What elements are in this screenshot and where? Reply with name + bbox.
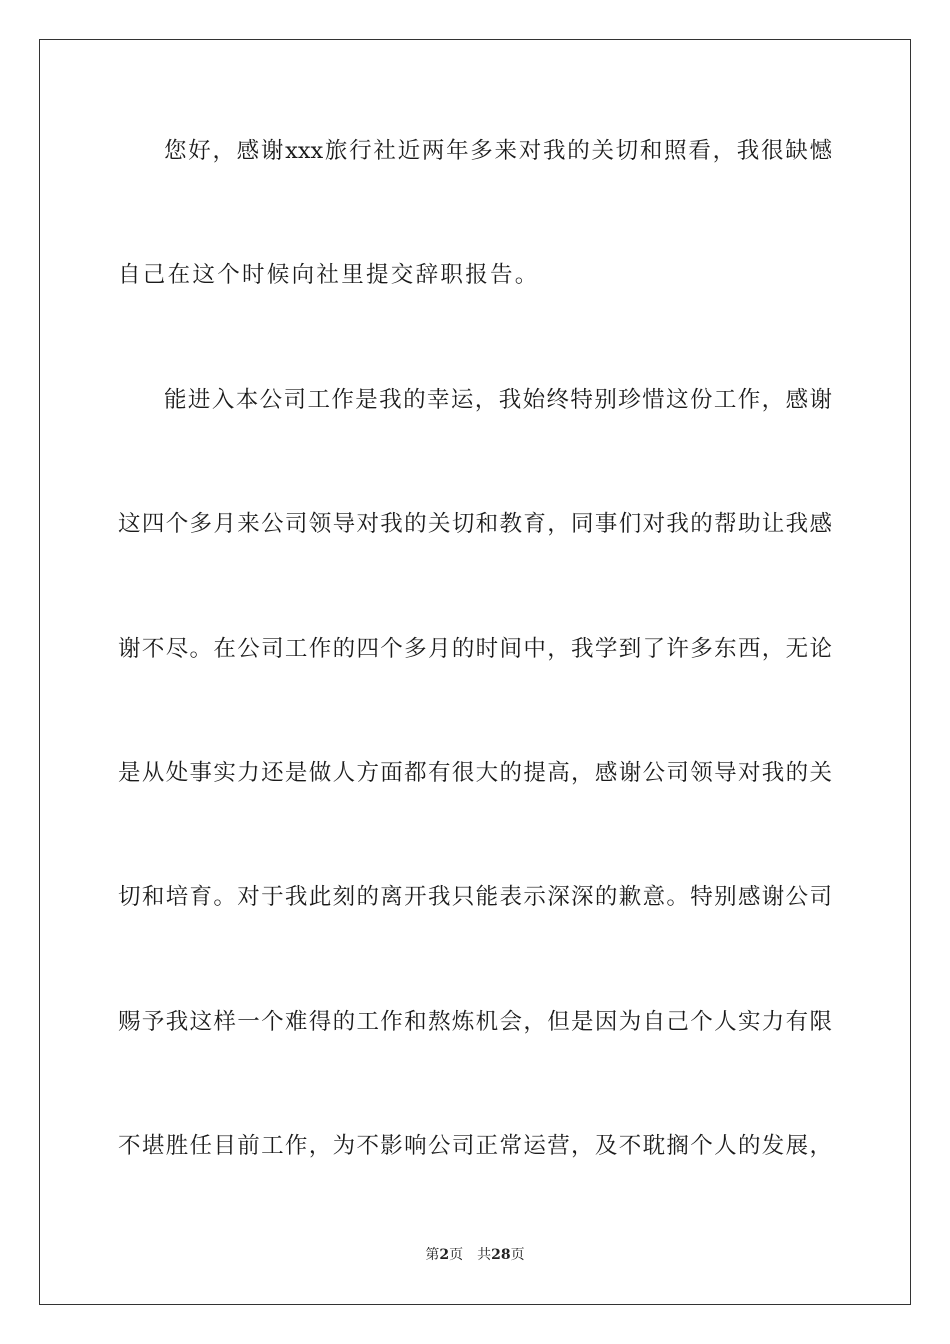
page-suffix: 页 [449, 1247, 464, 1263]
paragraph-2-line-4: 是从处事实力还是做人方面都有很大的提高，感谢公司领导对我的关 [118, 760, 832, 786]
current-page-number: 2 [439, 1247, 450, 1263]
paragraph-2-line-7: 不堪胜任目前工作，为不影响公司正常运营，及不耽搁个人的发展， [118, 1133, 832, 1159]
paragraph-2-line-5: 切和培育。对于我此刻的离开我只能表示深深的歉意。特别感谢公司 [118, 884, 832, 910]
paragraph-2-line-6: 赐予我这样一个难得的工作和熬炼机会，但是因为自己个人实力有限 [118, 1009, 832, 1035]
paragraph-2-line-2: 这四个多月来公司领导对我的关切和教育，同事们对我的帮助让我感 [118, 511, 832, 537]
paragraph-2-line-3: 谢不尽。在公司工作的四个多月的时间中，我学到了许多东西，无论 [118, 636, 832, 662]
page-prefix: 第 [425, 1247, 440, 1263]
total-prefix: 共 [477, 1247, 492, 1263]
paragraph-1-line-2: 自己在这个时候向社里提交辞职报告。 [118, 262, 540, 288]
page-border [39, 39, 911, 1305]
paragraph-2-line-1: 能进入本公司工作是我的幸运，我始终特别珍惜这份工作，感谢 [164, 387, 832, 413]
total-suffix: 页 [510, 1247, 525, 1263]
total-pages-number: 28 [491, 1247, 511, 1263]
page-footer [0, 1246, 950, 1264]
paragraph-1-line-1: 您好，感谢xxx旅行社近两年多来对我的关切和照看，我很缺憾 [164, 138, 832, 164]
